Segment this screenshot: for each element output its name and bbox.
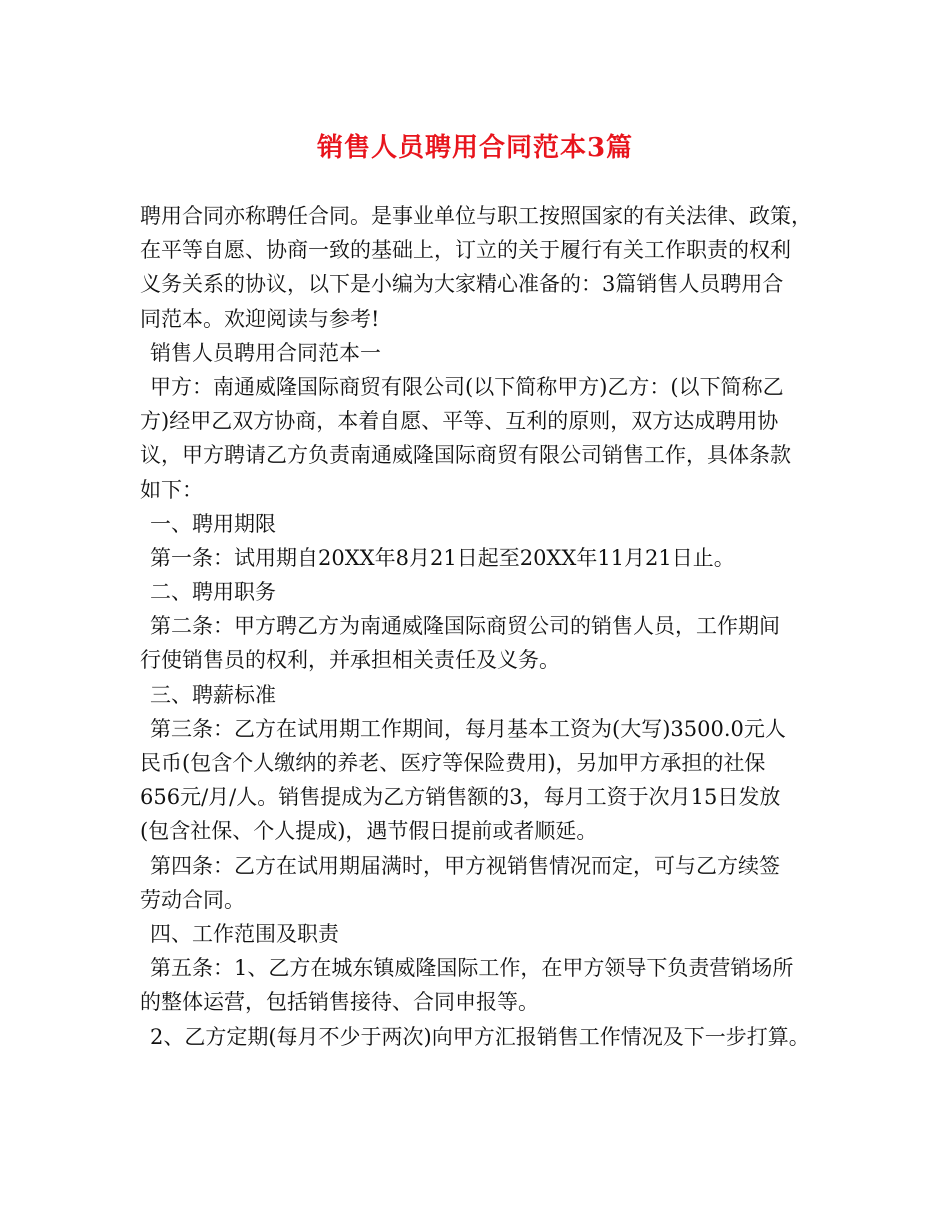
text-line: 一、聘用期限 [150,511,276,536]
text-line: 2、乙方定期(每月不少于两次)向甲方汇报销售工作情况及下一步打算。 [150,1024,810,1049]
text-line: 656元/月/人。销售提成为乙方销售额的3，每月工资于次月15日发放 [140,785,781,810]
text-line: 四、工作范围及职责 [150,921,339,946]
text-line: 民币(包含个人缴纳的养老、医疗等保险费用)，另加甲方承担的社保 [140,751,766,775]
text-line: 义务关系的协议，以下是小编为大家精心准备的：3篇销售人员聘用合 [140,272,784,297]
text-line: 行使销售员的权利，并承担相关责任及义务。 [140,648,560,673]
text-line: 如下： [140,477,203,502]
text-line: 第二条：甲方聘乙方为南通威隆国际商贸公司的销售人员，工作期间 [150,614,780,639]
text-line: 第五条：1、乙方在城东镇威隆国际工作，在甲方领导下负责营销场所 [150,956,794,981]
text-line: 的整体运营，包括销售接待、合同申报等。 [140,990,539,1015]
text-line: 二、聘用职务 [150,580,276,605]
document-title: 销售人员聘用合同范本3篇 [316,133,634,163]
text-line: 第三条：乙方在试用期工作期间，每月基本工资为(大写)3500.0元人 [150,716,786,741]
text-line: 第四条：乙方在试用期届满时，甲方视销售情况而定，可与乙方续签 [150,853,780,878]
text-line: 方)经甲乙双方协商，本着自愿、平等、互利的原则，双方达成聘用协 [140,409,779,434]
text-line: 在平等自愿、协商一致的基础上，订立的关于履行有关工作职责的权利 [140,238,791,263]
text-line: (包含社保、个人提成)，遇节假日提前或者顺延。 [140,819,598,844]
text-line: 议，甲方聘请乙方负责南通威隆国际商贸有限公司销售工作，具体条款 [140,443,791,468]
text-line: 同范本。欢迎阅读与参考! [140,306,380,331]
text-line: 劳动合同。 [140,887,245,912]
text-line: 销售人员聘用合同范本一 [150,340,381,365]
text-line: 第一条：试用期自20XX年8月21日起至20XX年11月21日止。 [150,545,735,570]
text-line: 甲方：南通威隆国际商贸有限公司(以下简称甲方)乙方：(以下简称乙 [150,374,784,399]
text-line: 三、聘薪标准 [150,682,276,707]
document-body [140,199,830,1054]
text-line: 聘用合同亦称聘任合同。是事业单位与职工按照国家的有关法律、政策， [140,204,812,228]
